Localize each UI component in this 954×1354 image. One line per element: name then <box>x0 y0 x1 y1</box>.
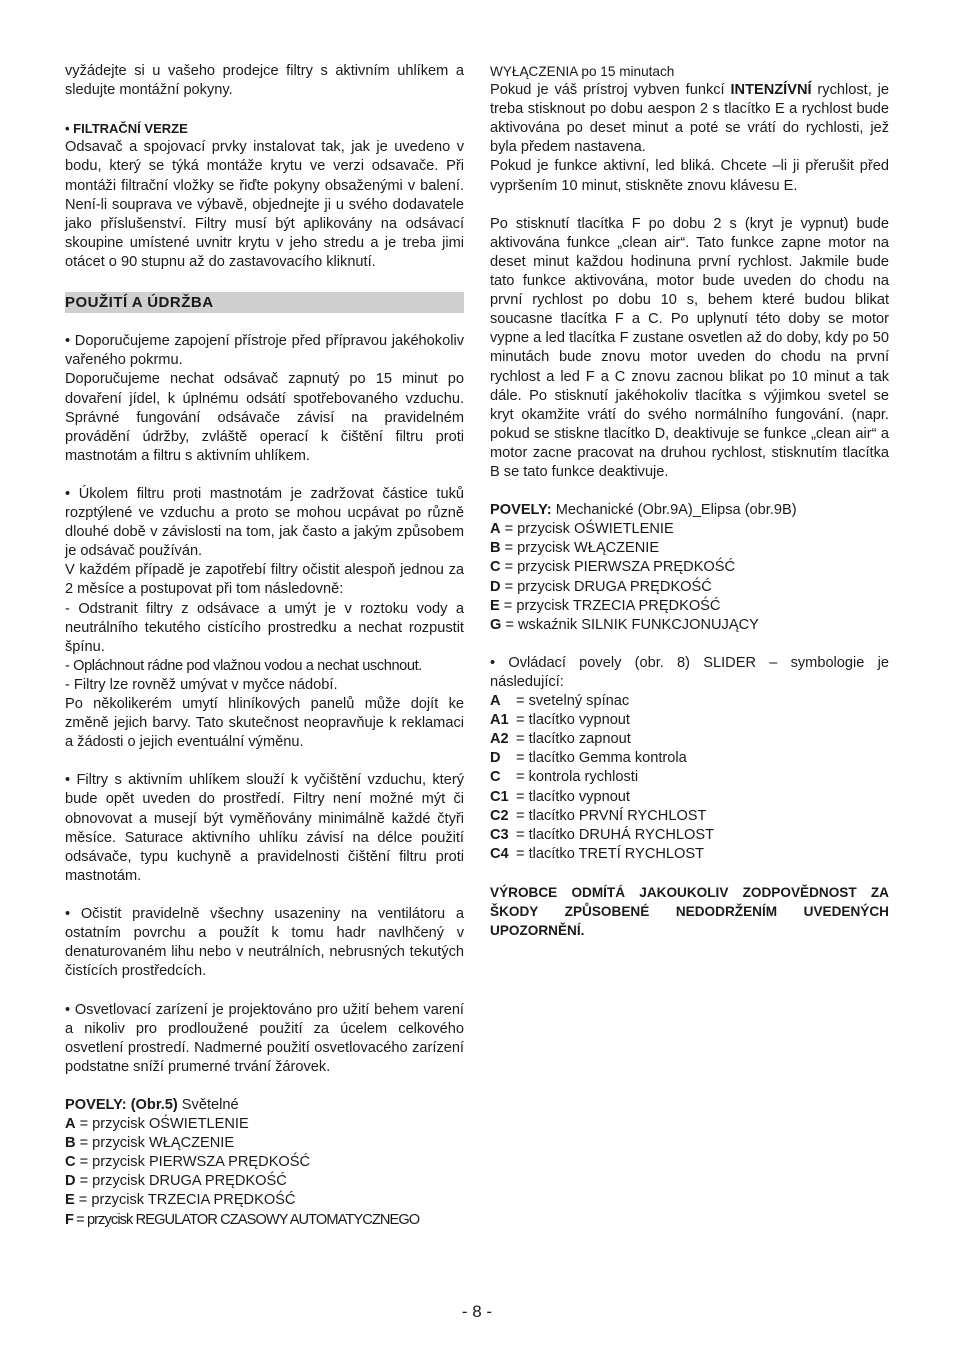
slider-item: A2 = tlacítko zapnout <box>490 731 631 748</box>
command-item: G = wskaźnik SILNIK FUNKCJONUJĄCY <box>490 616 759 633</box>
intensive-paragraph: Pokud je váš prístroj vybven funkcí INTENZÍVNÍ rychlost, je treba stisknout po dobu aespon 2 s tlacítko E a rychlost bude aktivována po deset minut a poté se vrátí do rychlosti, jež byla předem nastavena. <box>490 82 889 156</box>
command-item: D = przycisk DRUGA PRĘDKOŚĆ <box>490 578 712 595</box>
command-item: A = przycisk OŚWIETLENIE <box>490 521 674 538</box>
warning-text: VÝROBCE ODMÍTÁ JAKOUKOLIV ZODPOVĚDNOST ZA ŠKODY ZPŮSOBENÉ NEDODRŽENÍM UVEDENÝCH UPOZORNĚNÍ. <box>490 885 889 939</box>
paragraph-1a: • Doporučujeme zapojení přístroje před přípravou jakéhokoliv vařeného pokrmu. <box>65 333 464 369</box>
page-number: - 8 - <box>461 1302 493 1321</box>
right-line-1: WYŁĄCZENIA po 15 minutach <box>490 64 675 79</box>
paragraph-5: • Osvetlovací zarízení je projektováno pro užití behem varení a nikoliv pro prodloužené použití za úcelem celkového osvetlení prostredí. Nadmerné použití osvetlovacého zarízení podstatne sníží prumerné trvání žárovek. <box>65 1001 464 1075</box>
led-paragraph: Pokud je funkce aktivní, led bliká. Chcete –li ji přerušit před vypršením 10 minut, stiskněte znovu klávesu E. <box>490 158 889 194</box>
paragraph-2a: • Úkolem filtru proti mastnotám je zadržovat částice tuků rozptýlené ve vzduchu a proto se mohou ucpávat po různě dlouhé době v závislosti na tom, jak často a jakým způsobem je odsávač používán. <box>65 485 464 560</box>
slider-item: D = tlacítko Gemma kontrola <box>490 750 687 767</box>
slider-item: A1 = tlacítko vypnout <box>490 712 630 729</box>
paragraph-1b: Doporučujeme nechat odsávač zapnutý po 15 minut po dovaření jídel, k úplnému odsátí spotřebovaného vzduchu. Správné fungování odsávače závisí na pravidelném provádění údržby, zvláště operací k čištění filtru proti mastnotám a filtru s aktivním uhlíkem. <box>65 371 464 464</box>
slider-item: C = kontrola rychlosti <box>490 769 639 786</box>
command-item: F = przycisk REGULATOR CZASOWY AUTOMATYCZNEGO <box>65 1211 420 1228</box>
povely-label: POVELY: (Obr.5) <box>65 1096 178 1113</box>
povely-text: Světelné <box>181 1096 239 1113</box>
filtration-text: Odsavač a spojovací prvky instalovat tak, jak je uvedeno v bodu, který se týká montáže krytu ve verzi odsavače. Při montáži filtrační vložky se řiďte pokyny obsaženými v balení. Není-li souprava ve výbavě, objednejte ji u svého dodavatele jako příslušenství. Filtry musí být aplikovány na odsávací skoupine umístené uvnitr krytu v jeho stredu a je treba jimi otácet o 90 stupnu až do zastavovacího kliknutí. <box>65 139 464 270</box>
povely-line <box>65 1096 464 1115</box>
left-column <box>65 62 464 1230</box>
command-item: C = przycisk PIERWSZA PRĘDKOŚĆ <box>490 559 736 576</box>
slider-intro: • Ovládací povely (obr. 8) SLIDER – symbologie je následující: <box>490 654 889 690</box>
filtration-heading: • FILTRAČNÍ VERZE <box>65 121 188 137</box>
paragraph-3: • Filtry s aktivním uhlíkem slouží k vyčištění vzduchu, který bude opět uveden do prostředí. Filtry není možné mýt či obnovovat a musejí být vyměňovány minimálně každé čtyři měsíce. Saturace aktivního uhlíku závisí na délce použití odsávače, typu kuchyně a pravidelnosti čištění filtru proti mastnotám. <box>65 772 464 884</box>
command-item: B = przycisk WŁĄCZENIE <box>490 540 660 557</box>
slider-item: C4 = tlacítko TRETÍ RYCHLOST <box>490 845 705 862</box>
slider-item: C3 = tlacítko DRUHÁ RYCHLOST <box>490 826 715 843</box>
intro-text: vyžádejte si u vašeho prodejce filtry s aktivním uhlíkem a sledujte montážní pokyny. <box>65 63 464 99</box>
slider-item: C2 = tlacítko PRVNÍ RYCHLOST <box>490 807 707 824</box>
povely-text-right: Mechanické (Obr.9A)_Elipsa (obr.9B) <box>555 502 797 519</box>
paragraph-2f: Po několikerém umytí hliníkových panelů může dojít ke změně jejich barvy. Tato skutečnost neopravňuje k reklamaci a žádosti o jejich eventuální výměnu. <box>65 696 464 751</box>
command-item: E = przycisk TRZECIA PRĘDKOŚĆ <box>65 1192 296 1209</box>
paragraph-2e: - Filtry lze rovněž umývat v myčce nádobí. <box>65 676 338 693</box>
command-item: A = przycisk OŚWIETLENIE <box>65 1116 249 1133</box>
slider-item: C1 = tlacítko vypnout <box>490 788 630 805</box>
right-column <box>490 62 889 940</box>
command-item: C = przycisk PIERWSZA PRĘDKOŚĆ <box>65 1154 311 1171</box>
povely-label-right: POVELY: <box>490 502 552 519</box>
paragraph-4: • Očistit pravidelně všechny usazeniny na ventilátoru a ostatním povrchu a použít k tomu hadr navlhčený v denaturovaném lihu nebo v neutrálních, nebrusných tekutých čistících prostředcích. <box>65 906 464 980</box>
slider-item: A = svetelný spínac <box>490 693 630 710</box>
command-item: B = przycisk WŁĄCZENIE <box>65 1135 235 1152</box>
paragraph-2b: V každém případě je zapotřebí filtry očistit alespoň jednou za 2 měsíce a postupovat při tom následovně: <box>65 562 464 598</box>
povely-line-right <box>490 501 889 520</box>
paragraph-2d: - Opláchnout rádne pod vlažnou vodou a nechat uschnout. <box>65 657 422 674</box>
command-item: D = przycisk DRUGA PRĘDKOŚĆ <box>65 1173 287 1190</box>
command-item: E = przycisk TRZECIA PRĘDKOŚĆ <box>490 597 721 614</box>
section-title: POUŽITÍ A ÚDRŽBA <box>65 292 464 313</box>
intensive-label: INTENZÍVNÍ <box>730 82 812 99</box>
paragraph-2c: - Odstranit filtry z odsávace a umýt je v roztoku vody a neutrálního tekutého cistícího prostredku a nechat rozpustit špínu. <box>65 600 464 655</box>
clean-air-paragraph: Po stisknutí tlacítka F po dobu 2 s (kryt je vypnut) bude aktivována funkce „clean air“. Tato funkce zapne motor na deset minut každou hodinuna první rychlost. Jakmile bude tato funkce aktivována, motor bude uveden do chodu na první rychlost po dobu 10 s, behem které budou blikat soucasne tlacítka F a C. Po uplynutí této doby se motor vypne a led tlacítka F zustane osvetlen až do doby, kdy po 50 minutách bude znovu motor uveden do chodu na první rychlost a led F a C znovu zacnou blikat po 10 minut a tak dále. Po stisknutí jakéhokoliv tlacítka s výjimkou svetel se kryt okamžite vrátí do svého normálního fungování. (napr. pokud se stiskne tlacítko D, deaktivuje se funkce „clean air“ a motor zacne pracovat na druhou rychlost, stisknutím tlacítka B se tato funkce deaktivuje. <box>490 215 889 480</box>
